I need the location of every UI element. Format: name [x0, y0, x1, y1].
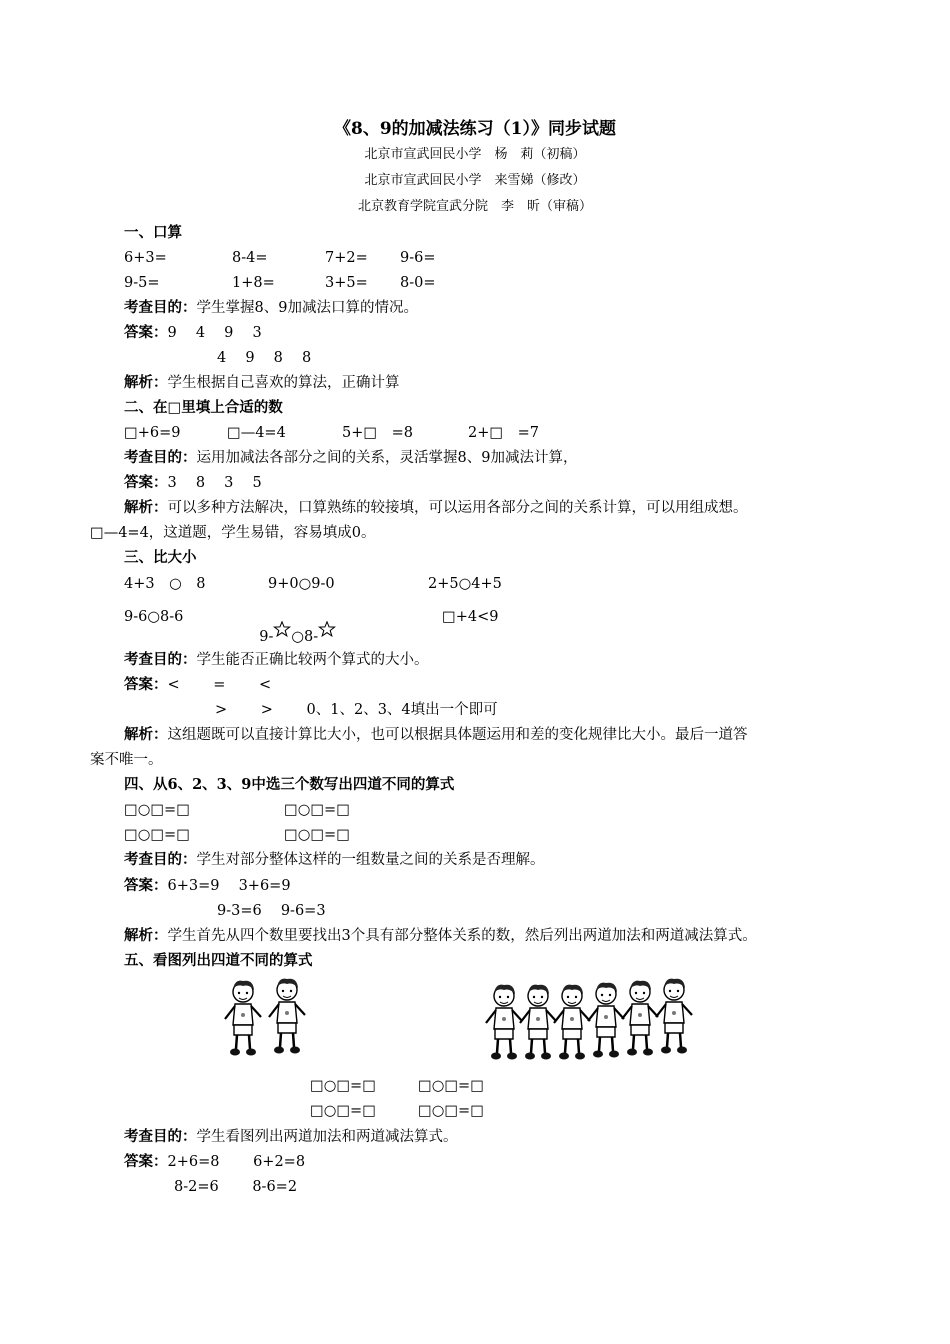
s1-q1: 6+3=: [124, 250, 167, 266]
answer-label: 答案：: [124, 324, 168, 341]
s2-answer: [124, 473, 262, 493]
s5-blank-3: □○□=□: [310, 1103, 376, 1119]
s2-purpose-text: 运用加减法各部分之间的关系，灵活掌握8、9加减法计算，: [196, 450, 578, 466]
s1-q8: 8-0=: [400, 275, 436, 291]
s4-blank-4: □○□=□: [284, 827, 350, 843]
s1-answer-row1: 9 4 9 3: [167, 325, 262, 341]
six-children-illustration: [480, 975, 700, 1063]
s2-q3: 5+□ =8: [342, 425, 413, 441]
s3-purpose-text: 学生能否正确比较两个算式的大小。: [196, 652, 429, 668]
s3-q2: 9+0○9-0: [268, 576, 335, 592]
s5-blank-2: □○□=□: [418, 1078, 484, 1094]
section-4-heading: 四、从6、2、3、9中选三个数写出四道不同的算式: [124, 776, 455, 793]
s2-purpose: [124, 448, 577, 468]
s5-answer: [124, 1152, 305, 1172]
s3-q5-pre: 9-: [259, 629, 274, 645]
author-line-2: 北京市宣武回民小学 来雪娣（修改）: [364, 173, 586, 188]
s2-analysis: [124, 498, 748, 518]
s3-q3: 2+5○4+5: [428, 576, 502, 592]
purpose-label: 考查目的：: [124, 449, 197, 466]
section-3-heading: 三、比大小: [124, 549, 197, 566]
s3-q1: 4+3 ○ 8: [124, 576, 206, 592]
s1-analysis-text: 学生根据自己喜欢的算法，正确计算: [167, 375, 400, 391]
s1-analysis: [124, 373, 400, 393]
s1-answer-row2: 4 9 8 8: [217, 350, 312, 366]
analysis-label: 解析：: [124, 374, 168, 391]
s2-q1: □+6=9: [124, 425, 181, 441]
s1-answer: [124, 323, 262, 343]
two-children-illustration: [215, 975, 315, 1063]
s4-blank-2: □○□=□: [284, 802, 350, 818]
s1-purpose: [124, 298, 418, 318]
section-2-heading: 二、在□里填上合适的数: [124, 399, 283, 416]
s3-analysis-cont: 案不唯一。: [90, 752, 163, 768]
page-title: 《8、9的加减法练习（1）》同步试题: [334, 119, 616, 139]
s3-answer-row2: > > 0、1、2、3、4填出一个即可: [215, 702, 498, 718]
answer-label: 答案：: [124, 1153, 168, 1170]
purpose-label: 考查目的：: [124, 1128, 197, 1145]
s3-analysis: [124, 725, 748, 745]
s3-answer-row1: < = <: [167, 677, 272, 693]
author-line-3: 北京教育学院宣武分院 李 昕（审稿）: [357, 199, 592, 214]
s4-analysis-text: 学生首先从四个数里要找出3个具有部分整体关系的数，然后列出两道加法和两道减法算式。: [167, 928, 757, 944]
analysis-label: 解析：: [124, 927, 168, 944]
purpose-label: 考查目的：: [124, 299, 197, 316]
star-icon: [273, 621, 291, 637]
answer-label: 答案：: [124, 877, 168, 894]
purpose-label: 考查目的：: [124, 651, 197, 668]
s5-purpose-text: 学生看图列出两道加法和两道减法算式。: [196, 1129, 458, 1145]
star-icon: [318, 621, 336, 637]
answer-label: 答案：: [124, 676, 168, 693]
author-line-1: 北京市宣武回民小学 杨 莉（初稿）: [364, 147, 586, 162]
s3-q4: 9-6○8-6: [124, 609, 184, 625]
s5-answer-row2: 8-2=6 8-6=2: [174, 1179, 298, 1195]
s2-q2: □—4=4: [227, 425, 286, 441]
s3-q5: [250, 607, 336, 647]
s1-q5: 9-5=: [124, 275, 160, 291]
s1-q7: 3+5=: [325, 275, 368, 291]
s5-purpose: [124, 1127, 458, 1147]
section-1-heading: 一、口算: [124, 224, 182, 241]
s5-blank-4: □○□=□: [418, 1103, 484, 1119]
s5-answer-row1: 2+6=8 6+2=8: [167, 1154, 306, 1170]
s4-analysis: [124, 926, 757, 946]
answer-label: 答案：: [124, 474, 168, 491]
analysis-label: 解析：: [124, 499, 168, 516]
s3-q6: □+4<9: [442, 609, 499, 625]
analysis-label: 解析：: [124, 726, 168, 743]
s1-q4: 9-6=: [400, 250, 436, 266]
s1-q6: 1+8=: [232, 275, 275, 291]
s2-analysis-cont: □—4=4，这道题，学生易错，容易填成0。: [90, 525, 376, 541]
s3-answer: [124, 675, 271, 695]
s4-purpose-text: 学生对部分整体这样的一组数量之间的关系是否理解。: [196, 852, 545, 868]
s4-answer-row1: 6+3=9 3+6=9: [167, 878, 291, 894]
s1-q2: 8-4=: [232, 250, 268, 266]
s2-answer-text: 3 8 3 5: [167, 475, 262, 491]
s2-analysis-text: 可以多种方法解决，口算熟练的较接填，可以运用各部分之间的关系计算，可以用组成想。: [167, 500, 748, 516]
purpose-label: 考查目的：: [124, 851, 197, 868]
s4-purpose: [124, 850, 545, 870]
s3-purpose: [124, 650, 429, 670]
s1-q3: 7+2=: [325, 250, 368, 266]
s4-blank-3: □○□=□: [124, 827, 190, 843]
s4-blank-1: □○□=□: [124, 802, 190, 818]
s4-answer: [124, 876, 291, 896]
section-5-heading: 五、看图列出四道不同的算式: [124, 952, 313, 969]
s4-answer-row2: 9-3=6 9-6=3: [217, 903, 326, 919]
s2-q4: 2+□ =7: [468, 425, 539, 441]
s5-blank-1: □○□=□: [310, 1078, 376, 1094]
s3-analysis-text: 这组题既可以直接计算比大小，也可以根据具体题运用和差的变化规律比大小。最后一道答: [167, 727, 748, 743]
s3-q5-mid: ○8-: [291, 629, 319, 645]
s1-purpose-text: 学生掌握8、9加减法口算的情况。: [196, 300, 418, 316]
